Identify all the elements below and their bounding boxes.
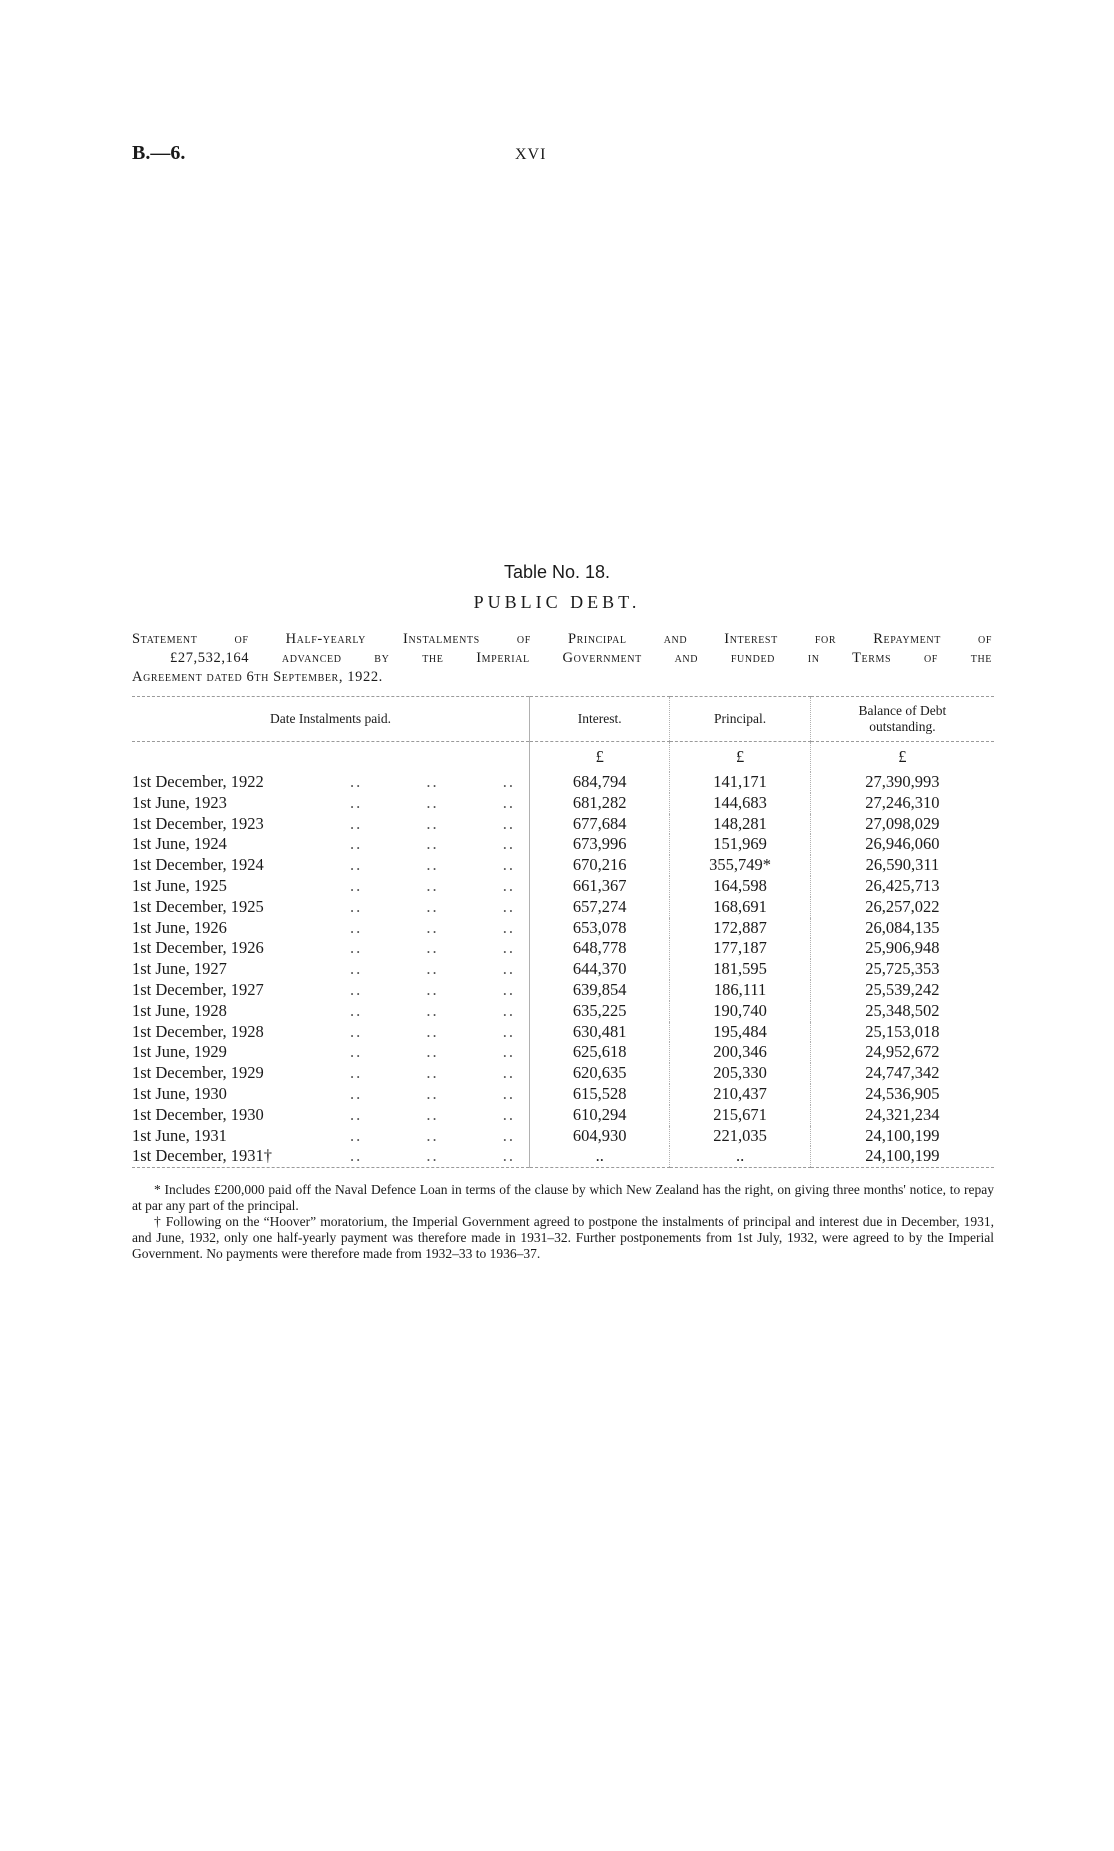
row-date: 1st June, 1929 bbox=[132, 1042, 227, 1062]
leader-dots: .. bbox=[350, 1042, 363, 1062]
table-row bbox=[132, 938, 994, 959]
leader-dots: .. bbox=[502, 1042, 516, 1062]
header-date: Date Instalments paid. bbox=[132, 697, 530, 742]
row-balance: 24,952,672 bbox=[810, 1042, 994, 1063]
row-interest: 677,684 bbox=[530, 814, 670, 835]
row-principal: 148,281 bbox=[670, 814, 810, 835]
row-interest: 625,618 bbox=[530, 1042, 670, 1063]
dot-leader bbox=[350, 793, 529, 814]
unit-row bbox=[132, 742, 994, 773]
table-row bbox=[132, 959, 994, 980]
row-date-cell bbox=[132, 793, 530, 814]
dot-leader bbox=[350, 1063, 529, 1084]
leader-dots: .. bbox=[350, 1104, 363, 1124]
footnotes bbox=[132, 1182, 994, 1262]
row-interest: 670,216 bbox=[530, 855, 670, 876]
row-date-cell bbox=[132, 1001, 530, 1022]
dot-leader bbox=[350, 876, 529, 897]
row-principal: 210,437 bbox=[670, 1084, 810, 1105]
table-heading: PUBLIC DEBT. bbox=[473, 592, 641, 612]
header-row bbox=[132, 697, 994, 742]
leader-dots: .. bbox=[350, 1021, 363, 1041]
row-interest: 684,794 bbox=[530, 772, 670, 793]
dot-leader bbox=[350, 814, 529, 835]
dot-leader bbox=[350, 959, 529, 980]
leader-dots: .. bbox=[426, 855, 439, 875]
dot-leader bbox=[350, 1084, 529, 1105]
table-row bbox=[132, 1126, 994, 1147]
leader-dots: .. bbox=[350, 959, 363, 979]
debt-table bbox=[132, 696, 994, 1168]
dot-leader bbox=[350, 1126, 529, 1147]
row-date: 1st December, 1925 bbox=[132, 896, 264, 916]
row-balance: 26,084,135 bbox=[810, 918, 994, 939]
row-principal: 221,035 bbox=[670, 1126, 810, 1147]
leader-dots: .. bbox=[502, 1021, 516, 1041]
table-statement bbox=[132, 630, 992, 687]
footnote-asterisk: * Includes £200,000 paid off the Naval Defence Loan in terms of the clause by which New Zealand has the right, on giving three months' notice, to repay at par any part of the principal. bbox=[132, 1182, 994, 1213]
row-balance: 24,321,234 bbox=[810, 1105, 994, 1126]
leader-dots: .. bbox=[426, 1063, 439, 1083]
leader-dots: .. bbox=[350, 1000, 363, 1020]
leader-dots: .. bbox=[350, 1083, 363, 1103]
row-balance: 24,747,342 bbox=[810, 1063, 994, 1084]
table-row bbox=[132, 918, 994, 939]
dot-leader bbox=[350, 1146, 529, 1167]
row-principal: 164,598 bbox=[670, 876, 810, 897]
header-principal: Principal. bbox=[670, 697, 810, 742]
dot-leader bbox=[350, 1042, 529, 1063]
row-date-cell bbox=[132, 1105, 530, 1126]
leader-dots: .. bbox=[426, 1083, 439, 1103]
unit-balance: £ bbox=[810, 742, 994, 773]
row-principal: 181,595 bbox=[670, 959, 810, 980]
statement-line: Agreement dated 6th September, 1922. bbox=[132, 669, 383, 685]
row-date: 1st June, 1925 bbox=[132, 875, 227, 895]
row-date-cell bbox=[132, 1022, 530, 1043]
row-date-cell bbox=[132, 876, 530, 897]
row-date-cell bbox=[132, 1126, 530, 1147]
table-body bbox=[132, 742, 994, 1168]
leader-dots: .. bbox=[426, 1021, 439, 1041]
leader-dots: .. bbox=[502, 1125, 516, 1145]
dot-leader bbox=[350, 980, 529, 1001]
row-date-cell bbox=[132, 918, 530, 939]
leader-dots: .. bbox=[350, 1125, 363, 1145]
leader-dots: .. bbox=[502, 1000, 516, 1020]
row-principal: 215,671 bbox=[670, 1105, 810, 1126]
table-row bbox=[132, 1022, 994, 1043]
row-interest: .. bbox=[530, 1146, 670, 1167]
dot-leader bbox=[350, 1105, 529, 1126]
table-row bbox=[132, 980, 994, 1001]
row-principal: .. bbox=[670, 1146, 810, 1167]
row-date: 1st December, 1928 bbox=[132, 1021, 264, 1041]
row-interest: 635,225 bbox=[530, 1001, 670, 1022]
row-balance: 25,153,018 bbox=[810, 1022, 994, 1043]
leader-dots: .. bbox=[502, 959, 516, 979]
dot-leader bbox=[350, 855, 529, 876]
header-interest: Interest. bbox=[530, 697, 670, 742]
row-interest: 630,481 bbox=[530, 1022, 670, 1043]
row-principal: 190,740 bbox=[670, 1001, 810, 1022]
leader-dots: .. bbox=[350, 938, 363, 958]
table-number: Table No. 18. bbox=[503, 562, 611, 582]
row-balance: 25,539,242 bbox=[810, 980, 994, 1001]
leader-dots: .. bbox=[350, 792, 363, 812]
row-date-cell bbox=[132, 938, 530, 959]
row-balance: 24,100,199 bbox=[810, 1126, 994, 1147]
row-principal: 195,484 bbox=[670, 1022, 810, 1043]
leader-dots: .. bbox=[502, 938, 516, 958]
leader-dots: .. bbox=[350, 875, 363, 895]
row-balance: 25,725,353 bbox=[810, 959, 994, 980]
statement-line: £27,532,164 advanced by the Imperial Government and funded in Terms of the bbox=[170, 650, 992, 666]
row-date-cell bbox=[132, 1042, 530, 1063]
row-interest: 661,367 bbox=[530, 876, 670, 897]
row-date: 1st June, 1931 bbox=[132, 1125, 227, 1145]
leader-dots: .. bbox=[502, 834, 516, 854]
unit-principal: £ bbox=[670, 742, 810, 773]
row-date: 1st December, 1926 bbox=[132, 938, 264, 958]
row-date-cell bbox=[132, 814, 530, 835]
table-row bbox=[132, 772, 994, 793]
row-date: 1st June, 1928 bbox=[132, 1000, 227, 1020]
table-row bbox=[132, 897, 994, 918]
row-balance: 24,536,905 bbox=[810, 1084, 994, 1105]
page-number: XVI bbox=[515, 146, 547, 163]
leader-dots: .. bbox=[502, 792, 516, 812]
statement-line: Statement of Half-yearly Instalments of Principal and Interest for Repayment of bbox=[132, 631, 992, 647]
row-interest: 653,078 bbox=[530, 918, 670, 939]
row-date: 1st December, 1929 bbox=[132, 1063, 264, 1083]
header-balance bbox=[810, 697, 994, 742]
row-principal: 151,969 bbox=[670, 834, 810, 855]
row-balance: 24,100,199 bbox=[810, 1146, 994, 1167]
table-row bbox=[132, 876, 994, 897]
row-balance: 25,348,502 bbox=[810, 1001, 994, 1022]
dot-leader bbox=[350, 1001, 529, 1022]
row-balance: 25,906,948 bbox=[810, 938, 994, 959]
leader-dots: .. bbox=[350, 813, 363, 833]
row-interest: 620,635 bbox=[530, 1063, 670, 1084]
table-row bbox=[132, 1105, 994, 1126]
row-date: 1st June, 1930 bbox=[132, 1083, 227, 1103]
leader-dots: .. bbox=[350, 1063, 363, 1083]
row-date: 1st December, 1924 bbox=[132, 855, 264, 875]
row-interest: 604,930 bbox=[530, 1126, 670, 1147]
row-principal: 172,887 bbox=[670, 918, 810, 939]
leader-dots: .. bbox=[350, 896, 363, 916]
leader-dots: .. bbox=[502, 979, 516, 999]
leader-dots: .. bbox=[502, 772, 516, 791]
leader-dots: .. bbox=[426, 1125, 439, 1145]
row-date: 1st December, 1931† bbox=[132, 1146, 273, 1166]
leader-dots: .. bbox=[502, 1063, 516, 1083]
row-date-cell bbox=[132, 772, 530, 793]
row-interest: 644,370 bbox=[530, 959, 670, 980]
table-row bbox=[132, 793, 994, 814]
row-date: 1st December, 1922 bbox=[132, 772, 264, 791]
row-principal: 177,187 bbox=[670, 938, 810, 959]
table-row bbox=[132, 1084, 994, 1105]
row-date: 1st December, 1923 bbox=[132, 813, 264, 833]
leader-dots: .. bbox=[502, 1104, 516, 1124]
row-date: 1st June, 1923 bbox=[132, 792, 227, 812]
leader-dots: .. bbox=[350, 855, 363, 875]
row-principal: 200,346 bbox=[670, 1042, 810, 1063]
row-date-cell bbox=[132, 959, 530, 980]
row-date: 1st June, 1927 bbox=[132, 959, 227, 979]
unit-interest: £ bbox=[530, 742, 670, 773]
table-row bbox=[132, 1001, 994, 1022]
table-row bbox=[132, 1042, 994, 1063]
row-principal: 355,749* bbox=[670, 855, 810, 876]
leader-dots: .. bbox=[426, 1000, 439, 1020]
table-row bbox=[132, 1063, 994, 1084]
row-principal: 168,691 bbox=[670, 897, 810, 918]
leader-dots: .. bbox=[502, 875, 516, 895]
table-row bbox=[132, 814, 994, 835]
leader-dots: .. bbox=[502, 1083, 516, 1103]
leader-dots: .. bbox=[350, 834, 363, 854]
row-balance: 26,257,022 bbox=[810, 897, 994, 918]
row-date: 1st December, 1927 bbox=[132, 979, 264, 999]
leader-dots: .. bbox=[426, 917, 439, 937]
leader-dots: .. bbox=[426, 1104, 439, 1124]
row-principal: 205,330 bbox=[670, 1063, 810, 1084]
row-balance: 27,098,029 bbox=[810, 814, 994, 835]
leader-dots: .. bbox=[426, 875, 439, 895]
leader-dots: .. bbox=[502, 896, 516, 916]
leader-dots: .. bbox=[426, 772, 439, 791]
leader-dots: .. bbox=[426, 813, 439, 833]
dot-leader bbox=[350, 938, 529, 959]
row-balance: 26,590,311 bbox=[810, 855, 994, 876]
row-interest: 610,294 bbox=[530, 1105, 670, 1126]
row-principal: 144,683 bbox=[670, 793, 810, 814]
row-date-cell bbox=[132, 1146, 530, 1167]
footnote-dagger: † Following on the “Hoover” moratorium, the Imperial Government agreed to postpone the instalments of principal and interest due in December, 1931, and June, 1932, only one half-yearly payment was therefore made in 1931–32. Further postponements from 1st July, 1932, were agreed to by the Imperial Government. No payments were therefore made from 1932–33 to 1936–37. bbox=[132, 1214, 994, 1261]
row-balance: 26,425,713 bbox=[810, 876, 994, 897]
row-date-cell bbox=[132, 1084, 530, 1105]
dot-leader bbox=[350, 772, 529, 793]
row-date-cell bbox=[132, 980, 530, 1001]
table-row bbox=[132, 1146, 994, 1167]
leader-dots: .. bbox=[502, 813, 516, 833]
row-balance: 26,946,060 bbox=[810, 834, 994, 855]
header-balance-line1: Balance of Debt bbox=[858, 703, 947, 718]
leader-dots: .. bbox=[502, 917, 516, 937]
row-date: 1st June, 1926 bbox=[132, 917, 227, 937]
row-date-cell bbox=[132, 834, 530, 855]
row-interest: 648,778 bbox=[530, 938, 670, 959]
row-balance: 27,390,993 bbox=[810, 772, 994, 793]
dot-leader bbox=[350, 1022, 529, 1043]
leader-dots: .. bbox=[350, 979, 363, 999]
header-balance-line2: outstanding. bbox=[869, 719, 936, 734]
leader-dots: .. bbox=[350, 772, 363, 791]
table-row bbox=[132, 834, 994, 855]
row-principal: 141,171 bbox=[670, 772, 810, 793]
leader-dots: .. bbox=[426, 834, 439, 854]
row-date: 1st December, 1930 bbox=[132, 1104, 264, 1124]
row-interest: 681,282 bbox=[530, 793, 670, 814]
row-interest: 615,528 bbox=[530, 1084, 670, 1105]
row-principal: 186,111 bbox=[670, 980, 810, 1001]
leader-dots: .. bbox=[502, 855, 516, 875]
row-date-cell bbox=[132, 897, 530, 918]
leader-dots: .. bbox=[502, 1146, 516, 1166]
leader-dots: .. bbox=[426, 896, 439, 916]
leader-dots: .. bbox=[426, 1146, 439, 1166]
row-interest: 639,854 bbox=[530, 980, 670, 1001]
leader-dots: .. bbox=[426, 1042, 439, 1062]
table-row bbox=[132, 855, 994, 876]
leader-dots: .. bbox=[426, 979, 439, 999]
dot-leader bbox=[350, 897, 529, 918]
dot-leader bbox=[350, 918, 529, 939]
row-interest: 673,996 bbox=[530, 834, 670, 855]
leader-dots: .. bbox=[426, 959, 439, 979]
row-date-cell bbox=[132, 1063, 530, 1084]
unit-empty bbox=[132, 742, 530, 773]
row-date-cell bbox=[132, 855, 530, 876]
row-interest: 657,274 bbox=[530, 897, 670, 918]
leader-dots: .. bbox=[426, 792, 439, 812]
row-date: 1st June, 1924 bbox=[132, 834, 227, 854]
dot-leader bbox=[350, 834, 529, 855]
page-reference: B.—6. bbox=[132, 142, 186, 164]
leader-dots: .. bbox=[350, 917, 363, 937]
leader-dots: .. bbox=[426, 938, 439, 958]
leader-dots: .. bbox=[350, 1146, 363, 1166]
row-balance: 27,246,310 bbox=[810, 793, 994, 814]
